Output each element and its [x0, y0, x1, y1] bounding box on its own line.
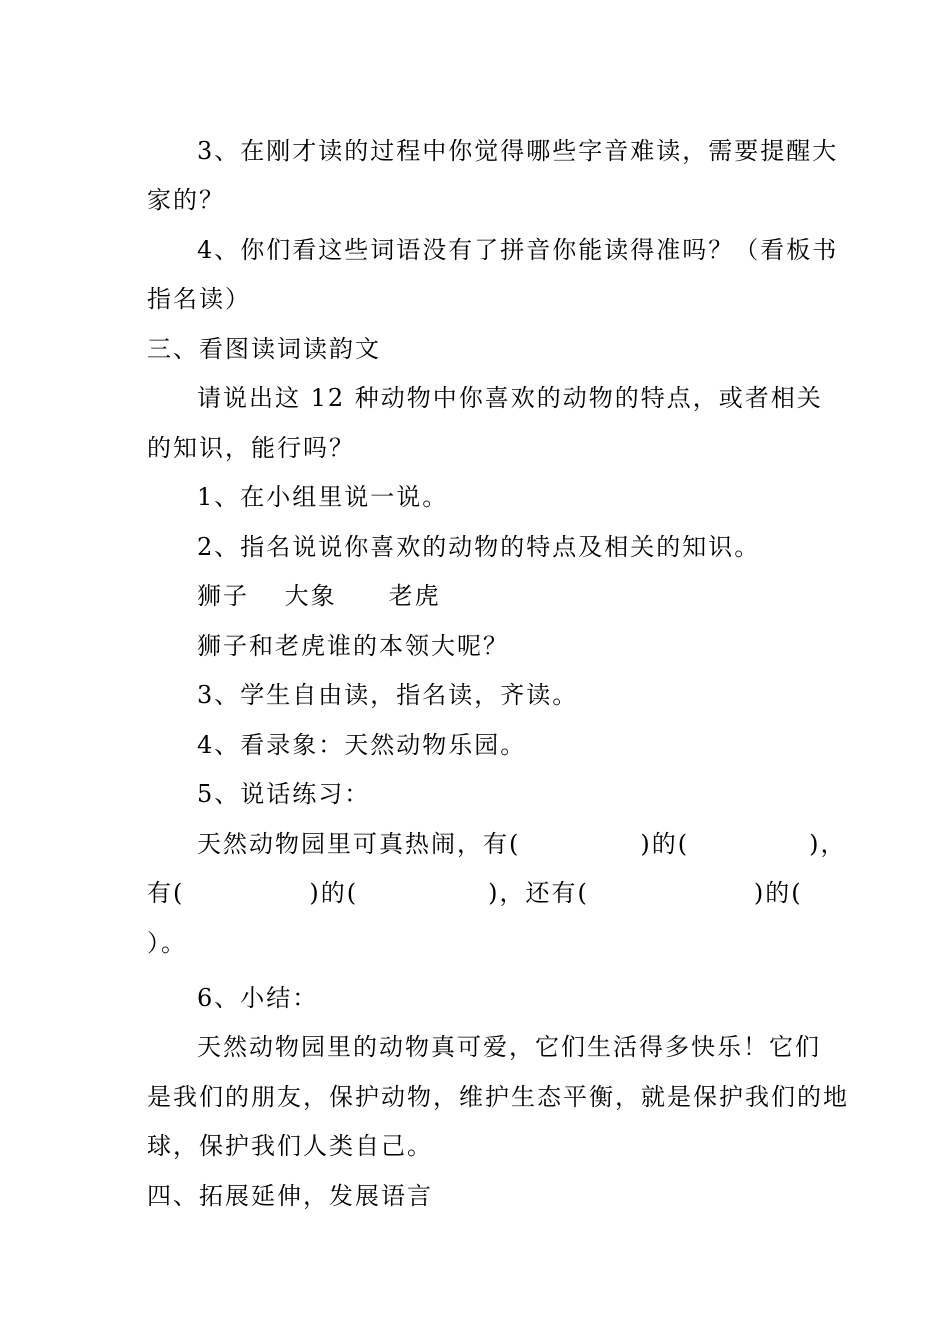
- paragraph-line: 是我们的朋友，保护动物，维护生态平衡，就是保护我们的地: [147, 1083, 849, 1111]
- paragraph-line: 狮子和老虎谁的本领大呢？: [197, 632, 509, 660]
- section-heading: 三、看图读词读韵文: [147, 335, 381, 363]
- list-item: 4、看录象：天然动物乐园。: [197, 731, 527, 759]
- paragraph-line: 家的？: [147, 186, 225, 214]
- exercise-text: )的(: [753, 879, 803, 907]
- paragraph-line: 天然动物园里的动物真可爱，它们生活得多快乐！它们: [197, 1033, 821, 1061]
- exercise-text: 天然动物园里可真热闹，有(: [197, 830, 521, 858]
- list-item: 2、指名说说你喜欢的动物的特点及相关的知识。: [197, 533, 761, 561]
- paragraph-line: 的知识，能行吗？: [147, 434, 355, 462]
- exercise-text: )，: [809, 830, 847, 858]
- paragraph-line: 球，保护我们人类自己。: [147, 1132, 433, 1160]
- fill-blank-line: [197, 829, 847, 859]
- paragraph-line: 请说出这 12 种动物中你喜欢的动物的特点，或者相关: [197, 384, 823, 412]
- list-item: 5、说话练习：: [197, 780, 371, 808]
- word-list: 狮子 大象 老虎: [197, 582, 441, 610]
- exercise-text: )的(: [309, 879, 359, 907]
- list-item: 6、小结：: [197, 984, 319, 1012]
- paragraph-line: 3、在刚才读的过程中你觉得哪些字音难读，需要提醒大: [197, 137, 839, 165]
- paragraph-line: 指名读）: [147, 285, 251, 313]
- exercise-text: 有(: [147, 879, 185, 907]
- exercise-text: )的(: [640, 830, 690, 858]
- fill-blank-line: ）。: [147, 929, 187, 957]
- fill-blank-line: [147, 878, 807, 908]
- section-heading: 四、拓展延伸，发展语言: [147, 1182, 433, 1210]
- paragraph-line: 4、你们看这些词语没有了拼音你能读得准吗？（看板书: [197, 236, 839, 264]
- list-item: 3、学生自由读，指名读，齐读。: [197, 681, 579, 709]
- exercise-text: )，还有(: [488, 879, 589, 907]
- list-item: 1、在小组里说一说。: [197, 483, 449, 511]
